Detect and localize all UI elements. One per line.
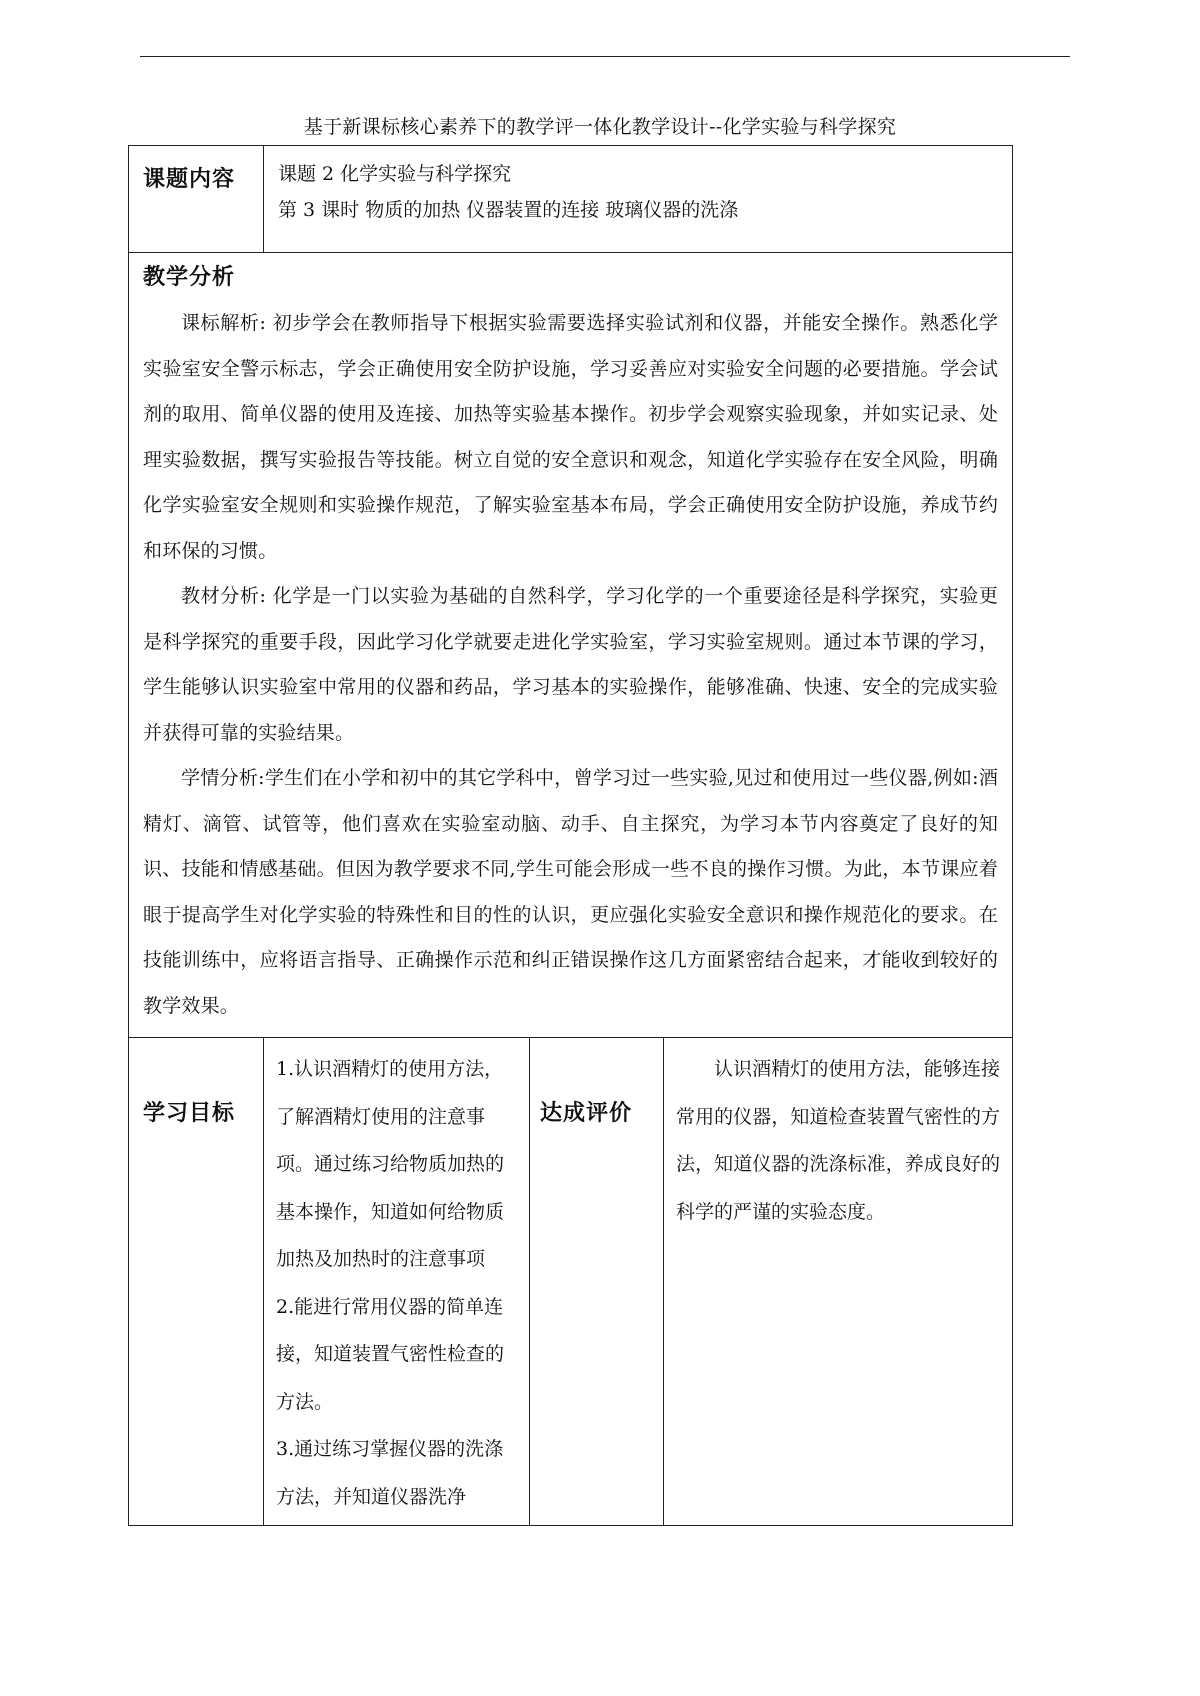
textbook-analysis-paragraph: 教材分析: 化学是一门以实验为基础的自然科学，学习化学的一个重要途径是科学探究，实验更是科学探究的重要手段，因此学习化学就要走进化学实验室，学习实验室规则。通过本节课的学习，学生能够认识实验室中常用的仪器和药品，学习基本的实验操作，能够准确、快速、安全的完成实验并获得可靠的实验结果。 — [143, 585, 999, 744]
goals-row — [129, 1038, 1013, 1526]
evaluation-content — [664, 1038, 1013, 1526]
evaluation-label: 达成评价 — [530, 1038, 664, 1526]
topic-content — [264, 146, 1013, 253]
goals-label: 学习目标 — [129, 1038, 264, 1526]
goals-content — [264, 1038, 530, 1526]
lesson-plan-table — [128, 145, 1013, 1526]
student-analysis-paragraph: 学情分析:学生们在小学和初中的其它学科中，曾学习过一些实验,见过和使用过一些仪器,例如:酒精灯、滴管、试管等，他们喜欢在实验室动脑、动手、自主探究，为学习本节内容奠定了良好的知识、技能和情感基础。但因为教学要求不同,学生可能会形成一些不良的操作习惯。为此，本节课应着眼于提高学生对化学实验的特殊性和目的性的认识，更应强化实验安全意识和操作规范化的要求。在技能训练中，应将语言指导、正确操作示范和纠正错误操作这几方面紧密结合起来，才能收到较好的教学效果。 — [143, 767, 999, 1017]
topic-line-1: 课题 2 化学实验与科学探究 — [278, 163, 512, 185]
goal-item-3: 3.通过练习掌握仪器的洗涤方法，并知道仪器洗净 — [276, 1438, 504, 1508]
analysis-label: 教学分析 — [143, 265, 236, 290]
analysis-row — [129, 253, 1013, 1038]
header-rule — [140, 56, 1070, 57]
analysis-content — [129, 253, 1013, 1038]
evaluation-text: 认识酒精灯的使用方法，能够连接常用的仪器，知道检查装置气密性的方法，知道仪器的洗涤标准，养成良好的科学的严谨的实验态度。 — [676, 1058, 1001, 1223]
goal-item-2: 2.能进行常用仪器的简单连接，知道装置气密性检查的方法。 — [276, 1295, 505, 1413]
topic-line-2: 第 3 课时 物质的加热 仪器装置的连接 玻璃仪器的洗涤 — [278, 199, 739, 221]
goal-item-1: 1.认识酒精灯的使用方法，了解酒精灯使用的注意事项。通过练习给物质加热的基本操作，知道如何给物质加热及加热时的注意事项 — [276, 1058, 505, 1270]
topic-label: 课题内容 — [129, 146, 264, 253]
topic-row — [129, 146, 1013, 253]
document-title: 基于新课标核心素养下的教学评一体化教学设计--化学实验与科学探究 — [303, 116, 897, 138]
curriculum-analysis-paragraph: 课标解析: 初步学会在教师指导下根据实验需要选择实验试剂和仪器，并能安全操作。熟悉化学实验室安全警示标志，学会正确使用安全防护设施，学习妥善应对实验安全问题的必要措施。学会试剂的取用、简单仪器的使用及连接、加热等实验基本操作。初步学会观察实验现象，并如实记录、处理实验数据，撰写实验报告等技能。树立自觉的安全意识和观念，知道化学实验存在安全风险，明确化学实验室安全规则和实验操作规范，了解实验室基本布局，学会正确使用安全防护设施，养成节约和环保的习惯。 — [143, 312, 999, 562]
